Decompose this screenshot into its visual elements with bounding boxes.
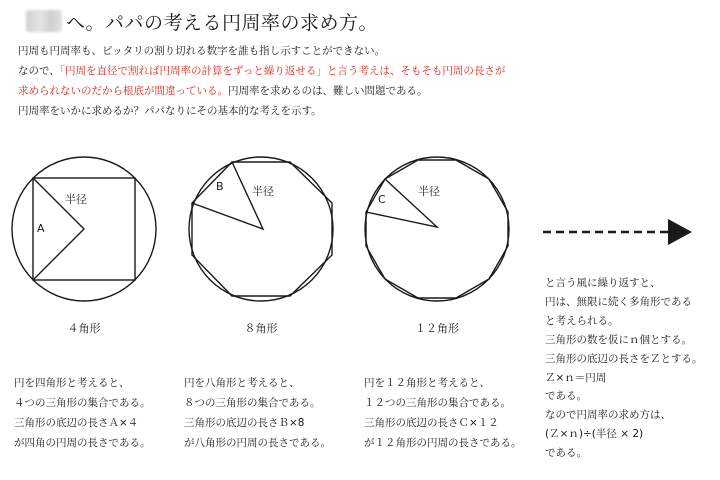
intro-line-3-suffix: 円周率を求めるのは、難しい問題である。 — [228, 85, 428, 97]
description-line: ４つの三角形の集合である。 — [14, 397, 151, 409]
description-line: 円を１２角形と考えると、 — [364, 377, 490, 389]
description-line: 円を八角形と考えると、 — [184, 377, 300, 389]
description-square — [14, 373, 151, 453]
description-line: 三角形の底辺の長さＡ×４ — [14, 417, 139, 429]
figure-square — [12, 157, 156, 301]
triangle-a-label: A — [37, 222, 45, 235]
description-line: ８つの三角形の集合である。 — [184, 397, 321, 409]
page-title: へ。パパの考える円周率の求め方。 — [66, 11, 379, 34]
conclusion-line: 円は、無限に続く多角形である — [545, 295, 692, 308]
description-line: が八角形の円周の長さである。 — [184, 437, 331, 449]
conclusion-line: である。 — [545, 447, 587, 460]
triangle-c-label: C — [378, 193, 386, 206]
intro-line-1: 円周も円周率も、ピッタリの割り切れる数字を誰も指し示すことができない。 — [18, 45, 386, 57]
conclusion-line: 三角形の底辺の長さをＺとする。 — [545, 352, 703, 365]
description-line: 三角形の底辺の長さＣ×１２ — [364, 417, 499, 429]
caption-octagon: ８角形 — [244, 322, 278, 335]
conclusion-text — [545, 274, 703, 463]
intro-line-3-highlight: 求められないのだから根底が間違っている。 — [18, 85, 228, 97]
intro-line-2-highlight: 「円周を直径で割れば円周率の計算をずっと繰り返せる」と言う考えは、そもそも円周の長さが — [59, 65, 506, 77]
conclusion-line: Ｚ×ｎ＝円周 — [545, 371, 607, 384]
description-line: が１２角形の円周の長さである。 — [364, 437, 522, 449]
intro-line-2-prefix: なので、 — [18, 65, 60, 77]
intro-line-4: 円周率をいかに求めるか？パパなりにその基本的な考えを示す。 — [18, 105, 322, 117]
description-line: １２つの三角形の集合である。 — [364, 397, 511, 409]
triangle-b-label: B — [216, 180, 224, 193]
description-line: が四角の円周の長さである。 — [14, 437, 151, 449]
caption-square: ４角形 — [67, 322, 101, 335]
radius-label-3: 半径 — [418, 185, 440, 198]
figure-octagon — [189, 157, 333, 301]
caption-dodecagon: １２角形 — [415, 322, 459, 335]
figure-dodecagon — [365, 157, 509, 301]
conclusion-line: と言う風に繰り返すと、 — [545, 277, 661, 289]
description-octagon — [184, 373, 331, 453]
conclusion-line: である。 — [545, 390, 587, 403]
conclusion-line: (Ｚ×ｎ)÷(半径 × 2) — [545, 428, 644, 441]
conclusion-line: と考えられる。 — [545, 314, 619, 327]
radius-label-2: 半径 — [252, 185, 274, 198]
description-line: 三角形の底辺の長さＢ×8 — [184, 417, 305, 429]
dashed-arrow-icon — [543, 219, 692, 245]
conclusion-line: なので円周率の求め方は、 — [545, 409, 671, 422]
radius-label-1: 半径 — [65, 193, 87, 206]
description-dodecagon — [364, 373, 522, 453]
conclusion-line: 三角形の数を仮にｎ個とする。 — [545, 333, 692, 346]
arrow-head-icon — [668, 219, 692, 245]
description-line: 円を四角形と考えると、 — [14, 377, 130, 389]
